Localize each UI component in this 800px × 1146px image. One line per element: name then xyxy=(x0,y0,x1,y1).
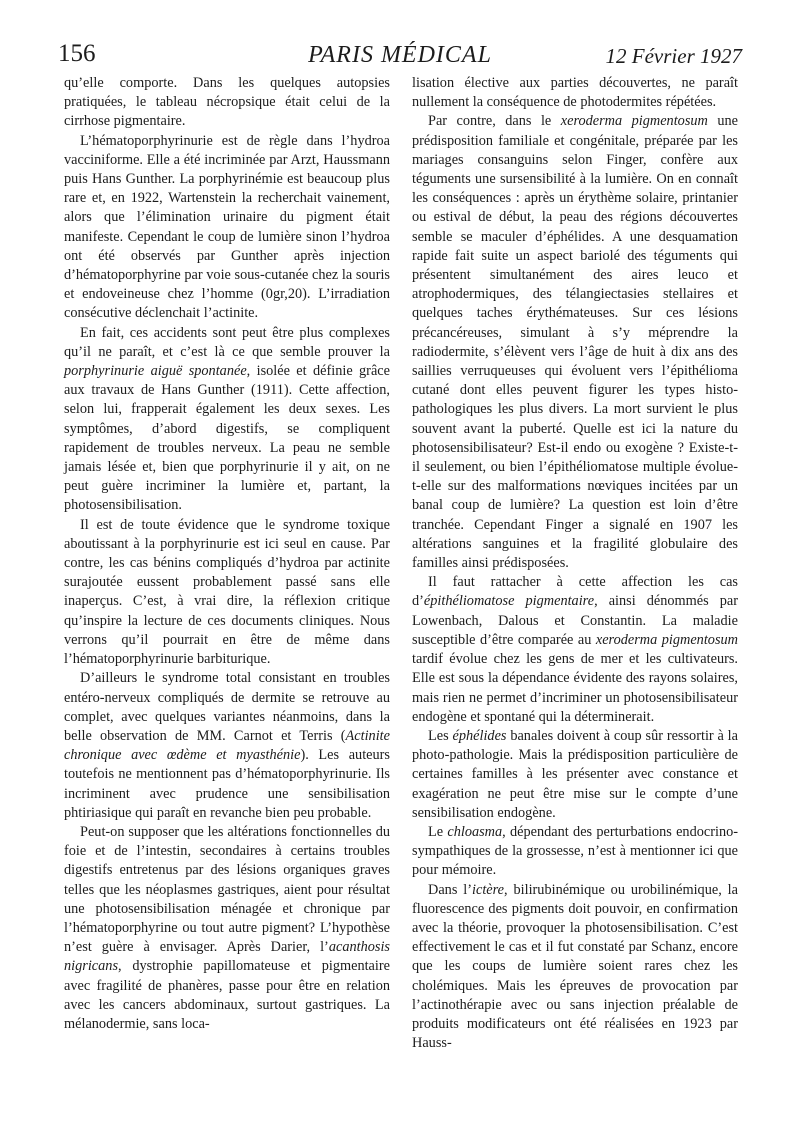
paragraph xyxy=(412,112,738,573)
text-run: lisation élective aux parties découvertes, ne paraît nullement la conséquence de photodermites répétées. xyxy=(412,75,738,111)
paragraph xyxy=(64,823,390,1034)
paragraph xyxy=(412,823,738,881)
text-run: tardif évolue chez les gens de mer et les cultivateurs. Elle est sous la dépendance évidente des rayons solaires, mais rien ne permet d’incriminer un photosensibilisateur endogène et spontané qui la déterminerait. xyxy=(412,651,738,725)
italic-text: acanthosis nigricans xyxy=(64,939,390,975)
italic-text: xeroderma pigmentosum xyxy=(595,631,738,648)
page-number: 156 xyxy=(58,40,96,67)
text-run: Par contre, dans le xyxy=(428,113,561,130)
italic-text: chloasma xyxy=(447,823,503,840)
text-run: qu’elle comporte. Dans les quelques autopsies pratiquées, le tableau nécropsique était celui de la cirrhose pigmentaire. xyxy=(64,75,390,130)
text-run: Il est de toute évidence que le syndrome toxique aboutissant à la porphyrinurie est ici seul en cause. Par contre, les cas bénins compliqués d’hydroa par actinite surajoutée eussent probablement passé sans elle inaperçus. C’est, à vrai dire, la réflexion critique qu’inspire la lecture de ces documents cliniques. Nous verrons qu’il pourrait en être de même dans l’hématoporphyrinurie barbiturique. xyxy=(64,516,390,668)
italic-text: éphélides xyxy=(452,727,507,744)
text-run: banales doivent à coup sûr ressortir à la photo-pathologie. Mais la prédisposition particulière de certaines familles à les présenter avec constance et exagération ne peut être mise sur le compte d’une sensibilisation endogène. xyxy=(412,727,738,821)
paragraph xyxy=(64,669,390,823)
text-run: , dystrophie papillomateuse et pigmentaire avec fragilité de phanères, passe pour être en relation avec les cancers abdominaux, surtout gastriques. La mélanodermie, sans loca- xyxy=(64,958,390,1032)
paragraph xyxy=(64,324,390,516)
text-run: Dans l’ xyxy=(428,881,472,898)
paragraph xyxy=(64,132,390,324)
issue-date: 12 Février 1927 xyxy=(605,44,742,68)
paragraph xyxy=(412,727,738,823)
paragraph xyxy=(412,573,738,727)
text-run: Peut-on supposer que les altérations fonctionnelles du foie et de l’intestin, secondaires à certains troubles digestifs entretenus par des lésions organiques graves telles que les néoplasmes gastriques, aient pour résultat une photosensibilisation ménagée et chronique par l’hématoporphyrine ou tout autre pigment? L’hypothèse n’est guère à envisager. Après Darier, l’ xyxy=(64,823,390,956)
text-run: Le xyxy=(428,823,448,840)
text-run: , ainsi dénommés par Lowenbach, Dalous et Constantin. La maladie susceptible d’être comparée au xyxy=(412,593,738,648)
paragraph xyxy=(412,74,738,112)
journal-title: PARIS MÉDICAL xyxy=(308,42,492,68)
italic-text: ictère xyxy=(472,881,505,898)
text-run: Les xyxy=(428,727,453,744)
text-run: En fait, ces accidents sont peut être plus complexes qu’il ne paraît, et c’est là ce que semble prouver la xyxy=(64,324,390,360)
italic-text: xeroderma pigmentosum xyxy=(560,113,708,130)
paragraph xyxy=(64,516,390,670)
text-run: L’hématoporphyrinurie est de règle dans l’hydroa vacciniforme. Elle a été incriminée par Arzt, Haussmann puis Hans Gunther. La porphyrinémie est beaucoup plus rare et, en 1922, Wartenstein la recherchait vainement, alors que l’élimination urinaire du pigment était manifeste. Cependant le coup de lumière sinon l’hydroa ont été observés par Gunther après injection d’hématoporphyrine par voie sous-cutanée chez la souris et endoveineuse chez l’homme (0gr,20). L’irradiation consécutive déclenchait l’actinite. xyxy=(64,132,390,322)
left-column xyxy=(64,74,390,1034)
text-run: , isolée et définie grâce aux travaux de Hans Gunther (1911). Cette affection, selon lui, frapperait également les deux sexes. Les symptômes, d’abord digestifs, se compliquent rapidement de troubles nerveux. La peau ne semble jamais lésée et, bien que porphyrinurie il y ait, on ne peut guère incriminer la lumière et, partant, la photosensibilisation. xyxy=(64,363,390,514)
text-run: Il faut rattacher à cette affection les cas d’ xyxy=(412,574,738,610)
italic-text: porphyrinurie aiguë spontanée xyxy=(64,363,247,380)
page-header xyxy=(58,40,742,70)
paragraph xyxy=(64,74,390,132)
italic-text: Actinite chronique avec œdème et myasthénie xyxy=(64,727,390,764)
right-column xyxy=(412,74,738,1053)
text-run: ). Les auteurs toutefois ne mentionnent pas d’hématoporphyrinurie. Ils incriminent avec prudence une sensibilisation phtiriasique qui paraît en revanche bien peu probable. xyxy=(64,747,390,821)
italic-text: épithéliomatose pigmentaire xyxy=(423,593,595,610)
paragraph xyxy=(412,881,738,1054)
text-run: une prédisposition familiale et congénitale, préparée par les mariages consanguins selon Finger, confère aux téguments une sursensibilité à la lumière. On en connaît les conséquences : après un érythème solaire, printanier ou estival de début, la peau des régions découvertes semble se maculer d’éphélides. A une desquamation rapide fait suite un aspect bariolé des téguments qui présentent simultanément des aires leuco et atrophodermiques, des télangiectasies stellaires et quelques taches érythémateuses. Sur ces lésions précancéreuses, simulant à s’y méprendre la radiodermite, s’élèvent vers l’âge de huit à dix ans des saillies verruqueuses qui évoluent vers l’épithélioma cutané dont elles peuvent figurer les types histo-pathologiques les plus divers. La mort survient le plus souvent avant la puberté. Quelle est ici la nature du photosensibilisateur? Est-il endo ou exogène ? Existe-t-il seulement, ou bien l’épithéliomatose multiple évolue-t-elle sur des malformations nœviques incitées par un banal coup de lumière? La question est loin d’être tranchée. Cependant Finger a signalé en 1907 les altérations sanguines et la fragilité globulaire des familles ainsi prédisposées. xyxy=(412,113,738,572)
text-run: , dépendant des perturbations endocrino-sympathiques de la grossesse, n’est à mentionner ici que pour mémoire. xyxy=(412,823,739,879)
text-run: D’ailleurs le syndrome total consistant en troubles entéro-nerveux compliqués de dermite se retrouve au complet, avec quelques variantes néanmoins, dans la belle observation de MM. Carnot et Terris ( xyxy=(64,670,390,744)
text-run: , bilirubinémique ou urobilinémique, la fluorescence des pigments doit pouvoir, en confirmation avec la théorie, provoquer la photosensibilisation. C’est effectivement le cas et il fut constaté par Schanz, encore que les coups de lumière soient rares chez les cholémiques. Mais les épreuves de provocation par l’actinothérapie avec ou sans injection préalable de produits modificateurs ont été réalisées en 1923 par Hauss- xyxy=(412,881,738,1052)
